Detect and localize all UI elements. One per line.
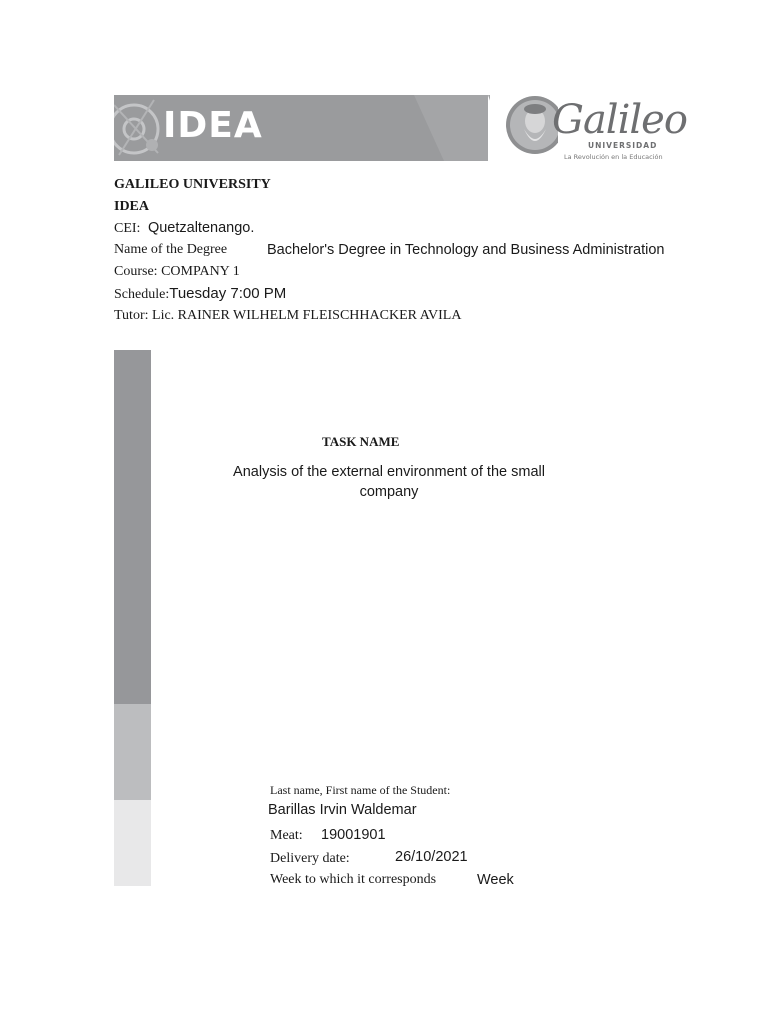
task-line-2: company	[359, 484, 419, 500]
galileo-logo	[488, 95, 688, 165]
sidebar-bar-light	[114, 800, 151, 886]
meat-value: 19001901	[321, 827, 386, 843]
logo-wordmark: Galileo	[552, 97, 687, 143]
schedule-label: Schedule:	[114, 287, 170, 302]
degree-value: Bachelor's Degree in Technology and Business Administration	[267, 242, 665, 258]
cei-row	[114, 220, 254, 237]
sidebar-bar-dark	[114, 350, 151, 704]
tutor-value: Lic. RAINER WILHELM FLEISCHHACKER AVILA	[152, 308, 462, 323]
schedule-row	[114, 285, 286, 303]
banner-title: IDEA	[163, 105, 263, 146]
galileo-portrait-icon	[488, 95, 558, 165]
student-name-label: Last name, First name of the Student:	[270, 783, 451, 797]
student-name-value: Barillas Irvin Waldemar	[268, 802, 417, 818]
task-description	[220, 462, 558, 502]
program-name: IDEA	[114, 199, 150, 214]
cei-value: Quetzaltenango.	[147, 220, 255, 236]
logo-tagline: La Revolución en la Educación	[564, 153, 663, 161]
course-row	[114, 264, 240, 280]
task-line-1: Analysis of the external environment of the small	[233, 464, 545, 480]
course-value: COMPANY 1	[161, 264, 240, 279]
logo-subtitle: UNIVERSIDAD	[588, 141, 658, 150]
tutor-label: Tutor:	[114, 308, 149, 323]
idea-banner	[114, 95, 490, 161]
task-heading: TASK NAME	[322, 434, 400, 449]
university-name: GALILEO UNIVERSITY	[114, 177, 271, 192]
degree-label: Name of the Degree	[114, 242, 228, 257]
schedule-value: Tuesday 7:00 PM	[169, 285, 287, 302]
cei-label: CEI:	[114, 221, 141, 236]
sidebar-bar-mid	[114, 704, 151, 800]
meat-label: Meat:	[270, 828, 303, 843]
delivery-value: 26/10/2021	[395, 849, 468, 865]
week-label: Week to which it corresponds	[270, 872, 437, 887]
week-value: Week	[477, 872, 514, 888]
course-label: Course:	[114, 264, 158, 279]
tutor-row	[114, 308, 461, 324]
delivery-label: Delivery date:	[270, 851, 350, 866]
